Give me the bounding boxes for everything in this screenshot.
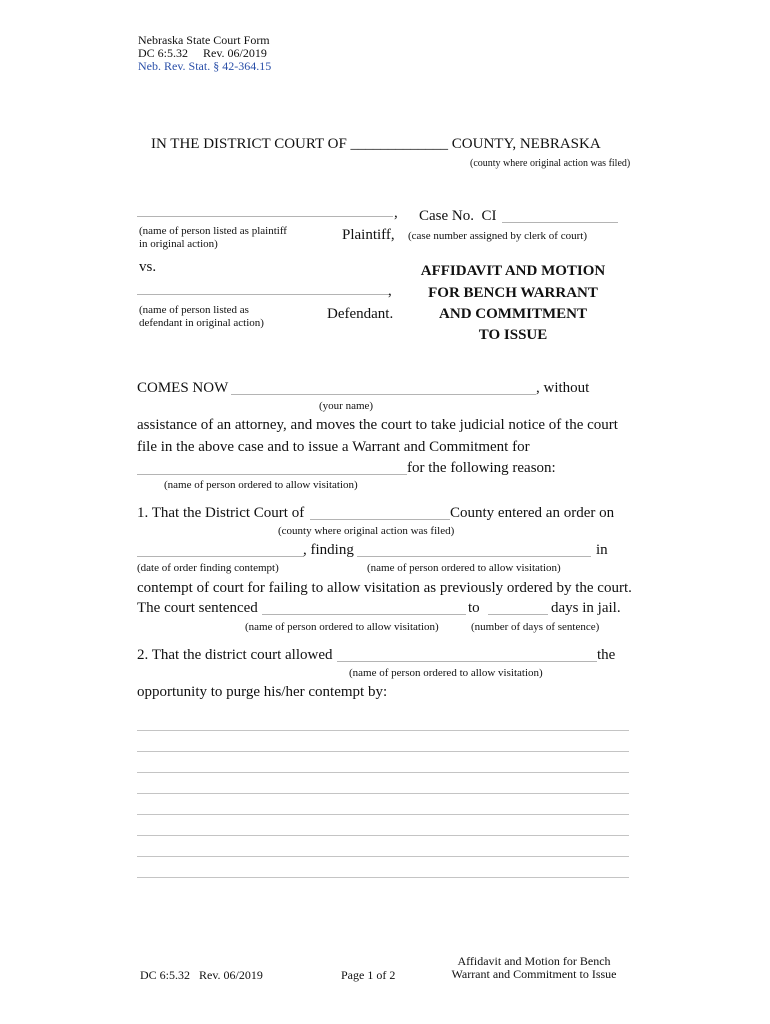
defendant-hint-2: defendant in original action): [139, 317, 264, 329]
without-text: , without: [536, 380, 590, 396]
court-county-note: (county where original action was filed): [470, 158, 631, 169]
county-line[interactable]: [310, 519, 450, 520]
defendant-hint: (name of person listed as: [139, 304, 249, 316]
answer-line[interactable]: [137, 793, 629, 794]
your-name-note: (your name): [319, 400, 374, 412]
document-title-line2: FOR BENCH WARRANT: [428, 285, 598, 301]
your-name-line[interactable]: [231, 394, 536, 395]
document-title-line4: TO ISSUE: [478, 327, 548, 343]
plaintiff-hint-2: in original action): [139, 238, 218, 250]
following-reason: for the following reason:: [407, 460, 556, 476]
answer-line[interactable]: [137, 772, 629, 773]
defendant-label: Defendant.: [327, 306, 394, 322]
contempt-line: contempt of court for failing to allow visitation as previously ordered by the court.: [137, 580, 632, 596]
answer-line[interactable]: [137, 751, 629, 752]
footer-page-number: Page 1 of 2: [341, 968, 396, 982]
contempt-name-line[interactable]: [357, 556, 591, 557]
court-heading: IN THE DISTRICT COURT OF _____________ COUNTY, NEBRASKA: [151, 136, 601, 152]
plaintiff-label: Plaintiff,: [342, 227, 395, 243]
plaintiff-name-line[interactable]: [137, 216, 393, 217]
allowed-name-line[interactable]: [337, 661, 597, 662]
form-number: DC 6:5.32 Rev. 06/2019: [138, 46, 267, 60]
footer-title-line2: Warrant and Commitment to Issue: [451, 967, 617, 981]
footer-form-number: DC 6:5.32 Rev. 06/2019: [140, 968, 263, 982]
answer-line[interactable]: [137, 814, 629, 815]
to-text: to: [468, 600, 480, 616]
purge-text: opportunity to purge his/her contempt by:: [137, 684, 388, 700]
versus: vs.: [139, 259, 157, 275]
days-in-jail: days in jail.: [551, 600, 621, 616]
in-text: in: [596, 542, 608, 558]
item-1-end: County entered an order on: [450, 505, 615, 521]
answer-line[interactable]: [137, 877, 629, 878]
date-note: (date of order finding contempt): [137, 562, 279, 574]
item-1-start: 1. That the District Court of: [137, 505, 305, 521]
finding-text: , finding: [303, 542, 354, 558]
answer-line[interactable]: [137, 856, 629, 857]
plaintiff-comma: ,: [394, 205, 398, 221]
sentenced-name-line[interactable]: [262, 614, 466, 615]
statute-link[interactable]: Neb. Rev. Stat. § 42-364.15: [138, 59, 272, 73]
order-date-line[interactable]: [137, 556, 304, 557]
document-title-line3: AND COMMITMENT: [439, 306, 587, 322]
defendant-comma: ,: [388, 283, 392, 299]
paragraph-1-line-2: file in the above case and to issue a Warrant and Commitment for: [137, 439, 530, 455]
sentenced-text: The court sentenced: [137, 600, 258, 616]
document-title-line1: AFFIDAVIT AND MOTION: [420, 263, 606, 279]
case-number-label: Case No. CI: [419, 208, 497, 224]
days-line[interactable]: [488, 614, 548, 615]
visitation-name-note-2: (name of person ordered to allow visitation): [367, 562, 561, 574]
warrant-name-line[interactable]: [137, 474, 407, 475]
item-2-start: 2. That the district court allowed: [137, 647, 333, 663]
paragraph-1-line-1: assistance of an attorney, and moves the court to take judicial notice of the court: [137, 417, 618, 433]
footer-title-line1: Affidavit and Motion for Bench: [457, 954, 611, 968]
answer-line[interactable]: [137, 730, 629, 731]
form-name: Nebraska State Court Form: [138, 33, 270, 47]
county-note: (county where original action was filed): [278, 525, 455, 537]
the-text: the: [597, 647, 616, 663]
visitation-name-note-1: (name of person ordered to allow visitation): [164, 479, 358, 491]
visitation-name-note-4: (name of person ordered to allow visitation): [349, 667, 543, 679]
plaintiff-hint: (name of person listed as plaintiff: [139, 225, 287, 237]
defendant-name-line[interactable]: [137, 294, 389, 295]
case-number-note: (case number assigned by clerk of court): [408, 230, 587, 242]
days-note: (number of days of sentence): [471, 621, 600, 633]
answer-line[interactable]: [137, 835, 629, 836]
comes-now: COMES NOW: [137, 380, 229, 396]
case-number-line[interactable]: [502, 222, 618, 223]
visitation-name-note-3: (name of person ordered to allow visitation): [245, 621, 439, 633]
